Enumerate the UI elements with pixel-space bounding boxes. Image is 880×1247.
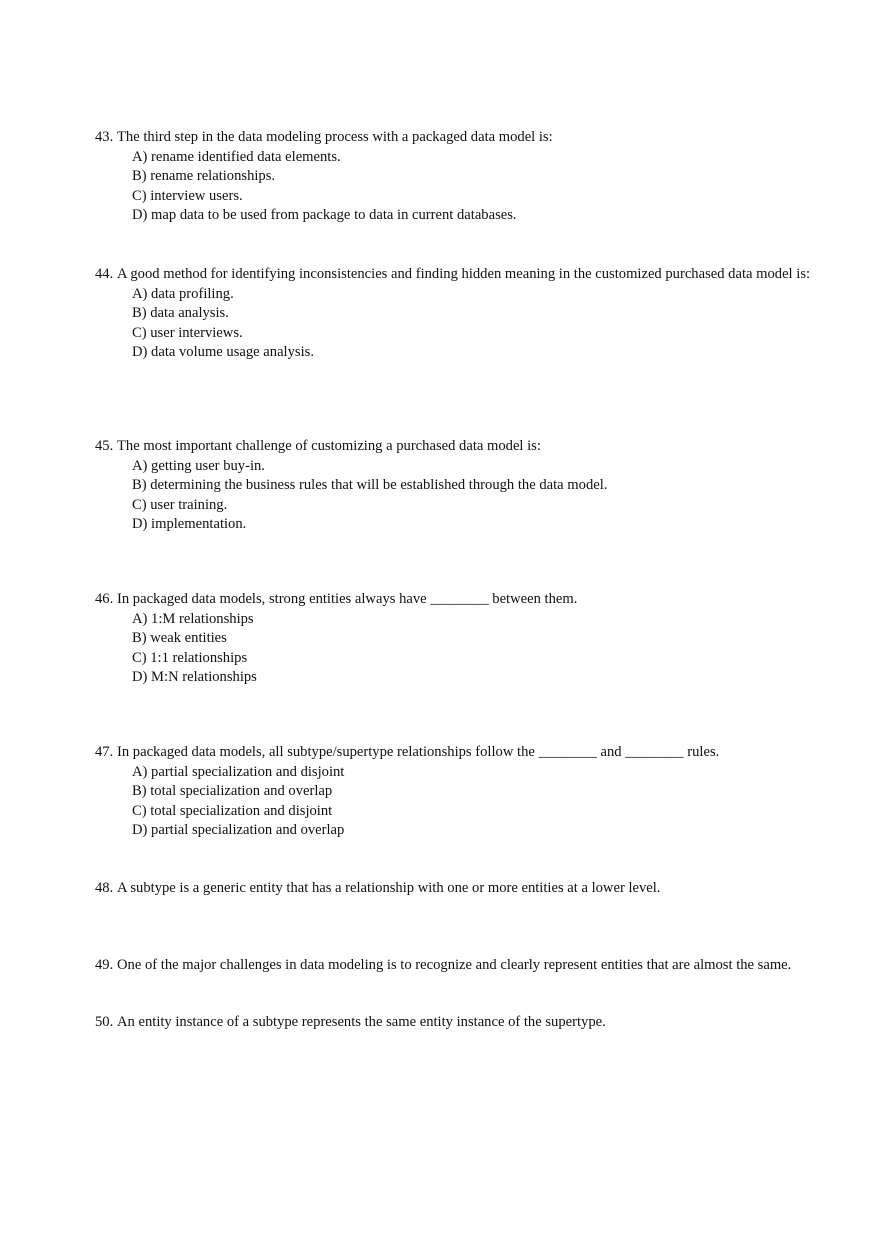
question-text: The most important challenge of customizing a purchased data model is: [117, 438, 541, 454]
answer-option: B) weak entities [132, 630, 227, 646]
question-49 [95, 956, 820, 976]
answer-option: C) user interviews. [132, 324, 243, 341]
answer-option: D) map data to be used from package to data in current databases. [132, 207, 517, 223]
answer-option: D) implementation. [132, 516, 247, 532]
question-text: A good method for identifying inconsistencies and finding hidden meaning in the customized purchased data model is: [117, 266, 811, 282]
question-number: 44. [95, 266, 114, 282]
question-46 [95, 590, 820, 688]
question-44 [95, 265, 820, 363]
answer-option: A) partial specialization and disjoint [132, 763, 345, 780]
question-number: 50. [95, 1014, 114, 1030]
question-number: 47. [95, 744, 114, 760]
question-number: 43. [95, 129, 114, 145]
question-text: One of the major challenges in data modeling is to recognize and clearly represent entities that are almost the same. [117, 957, 792, 973]
question-number: 46. [95, 591, 114, 607]
question-47 [95, 743, 820, 841]
question-text: The third step in the data modeling process with a packaged data model is: [117, 129, 553, 145]
answer-option: B) total specialization and overlap [132, 783, 333, 799]
answer-option: C) user training. [132, 496, 228, 513]
answer-option: B) determining the business rules that will be established through the data model. [132, 477, 608, 493]
answer-option: C) interview users. [132, 187, 243, 204]
question-number: 45. [95, 438, 114, 454]
answer-option: C) total specialization and disjoint [132, 802, 333, 819]
answer-option: A) data profiling. [132, 285, 234, 302]
answer-option: A) 1:M relationships [132, 610, 254, 627]
question-stem [95, 956, 820, 976]
question-stem [95, 128, 820, 148]
question-50 [95, 1013, 820, 1033]
question-number: 49. [95, 957, 114, 973]
answer-option: B) rename relationships. [132, 168, 276, 184]
question-45 [95, 437, 820, 535]
question-text: An entity instance of a subtype represents the same entity instance of the supertype. [117, 1014, 606, 1030]
answer-option: B) data analysis. [132, 305, 229, 321]
answer-option: A) rename identified data elements. [132, 148, 341, 165]
answer-option: D) data volume usage analysis. [132, 344, 314, 360]
question-43 [95, 128, 820, 226]
answer-option: D) partial specialization and overlap [132, 822, 345, 838]
answer-option: A) getting user buy-in. [132, 457, 265, 474]
question-stem [95, 265, 820, 285]
question-text: In packaged data models, all subtype/supertype relationships follow the ________ and ________ rules. [117, 744, 720, 760]
question-text: A subtype is a generic entity that has a relationship with one or more entities at a lower level. [117, 880, 661, 896]
question-stem [95, 1013, 820, 1033]
question-stem [95, 743, 820, 763]
question-48 [95, 879, 820, 899]
question-stem [95, 590, 820, 610]
answer-option: D) M:N relationships [132, 669, 257, 685]
question-stem [95, 879, 820, 899]
question-text: In packaged data models, strong entities always have ________ between them. [117, 591, 578, 607]
question-number: 48. [95, 880, 114, 896]
question-stem [95, 437, 820, 457]
answer-option: C) 1:1 relationships [132, 649, 248, 666]
